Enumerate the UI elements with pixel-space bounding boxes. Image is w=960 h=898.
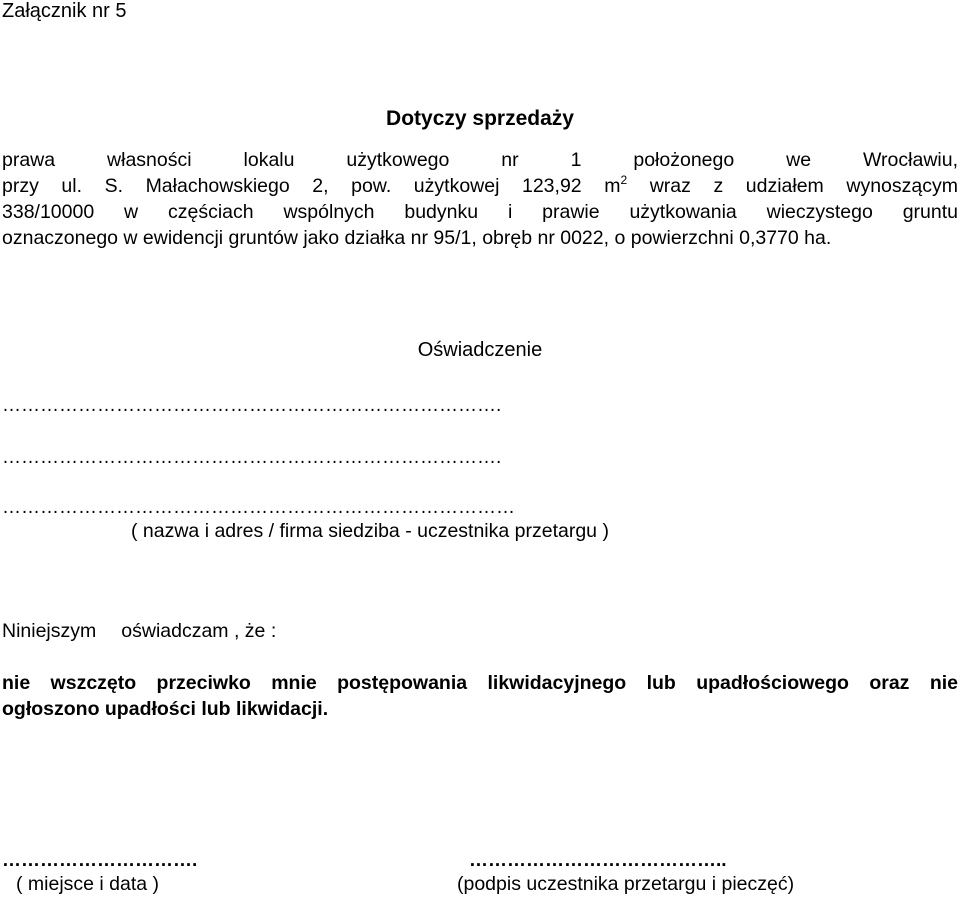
participant-fill-line-1: ……………………………………………………………………. — [2, 395, 502, 416]
subject-line-2-text: przy ul. S. Małachowskiego 2, pow. użytkowej 123,92 m — [2, 175, 621, 197]
statement-lead-rest: oświadczam , że : — [121, 620, 277, 642]
subject-line-2 — [2, 173, 958, 199]
subject-line-1: prawa własności lokalu użytkowego nr 1 położonego we Wrocławiu, — [2, 149, 958, 171]
statement-lead — [2, 620, 276, 643]
place-date-label: ( miejsce i data ) — [16, 873, 160, 895]
statement-lead-word: Niniejszym — [2, 620, 97, 642]
area-unit-exponent: 2 — [620, 172, 628, 187]
statement-body-line-1: nie wszczęto przeciwko mnie postępowania likwidacyjnego lub upadłościowego oraz nie — [2, 672, 958, 694]
subject-paragraph — [2, 147, 958, 251]
signature-fill-line: ………………………………….. — [469, 850, 727, 871]
subject-title: Dotyczy sprzedaży — [386, 107, 574, 130]
statement-body-line-2: ogłoszono upadłości lub likwidacji. — [2, 698, 329, 720]
participant-fill-line-2: ……………………………………………………………………. — [2, 447, 502, 468]
subject-line-2-rest: wraz z udziałem wynoszącym — [627, 175, 958, 197]
signature-label: (podpis uczestnika przetargu i pieczęć) — [457, 873, 795, 895]
place-date-fill-line: …………………………. — [2, 850, 198, 871]
participant-fill-line-3: ……………………………………………………………………… — [2, 497, 515, 518]
subject-line-4: oznaczonego w ewidencji gruntów jako działka nr 95/1, obręb nr 0022, o powierzchni 0,3770 ha. — [2, 227, 832, 249]
attachment-number: Załącznik nr 5 — [2, 0, 127, 22]
subject-line-3: 338/10000 w częściach wspólnych budynku i prawie użytkowania wieczystego gruntu — [2, 201, 958, 223]
declaration-title: Oświadczenie — [417, 339, 543, 361]
statement-body — [2, 670, 958, 722]
participant-caption: ( nazwa i adres / firma siedziba - uczestnika przetargu ) — [131, 520, 609, 542]
